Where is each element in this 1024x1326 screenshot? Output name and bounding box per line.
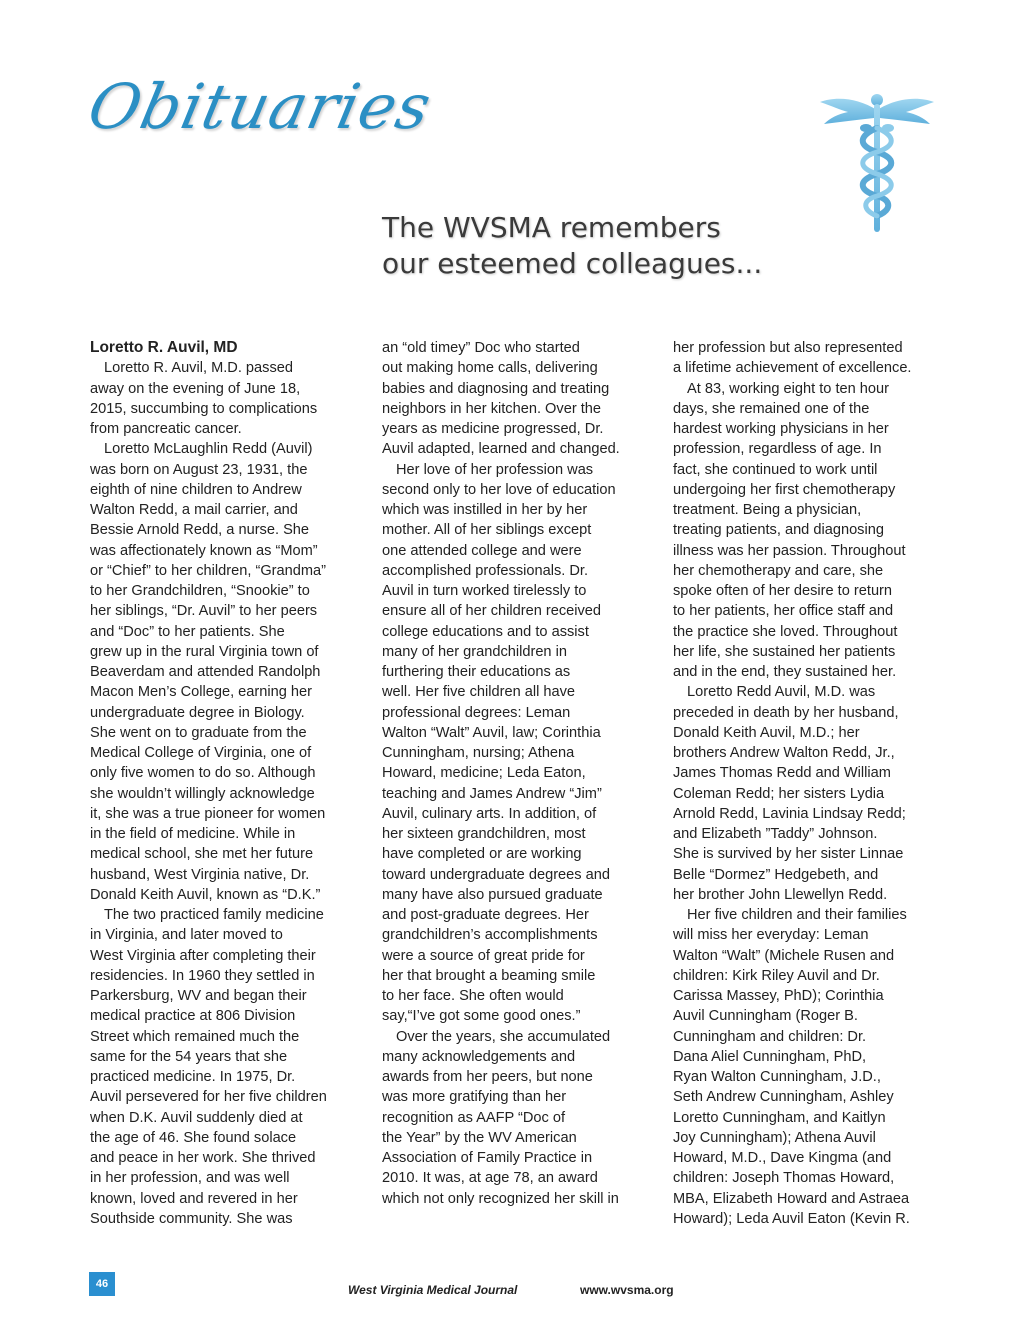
- text-line: Cunningham and children: Dr.: [673, 1028, 867, 1045]
- text-line: Joy Cunningham); Athena Auvil: [673, 1129, 876, 1146]
- text-line: 2015, succumbing to complications: [90, 400, 318, 417]
- text-line: Howard); Leda Auvil Eaton (Kevin R.: [673, 1210, 910, 1227]
- text-line: Beaverdam and attended Randolph: [90, 664, 321, 680]
- text-line: MBA, Elizabeth Howard and Astraea: [673, 1190, 910, 1207]
- text-line: eighth of nine children to Andrew: [90, 481, 302, 498]
- text-line: Medical College of Virginia, one of: [90, 745, 312, 761]
- text-line: children: Joseph Thomas Howard,: [673, 1170, 895, 1187]
- text-line: brothers Andrew Walton Redd, Jr.,: [673, 745, 895, 761]
- text-line: Seth Andrew Cunningham, Ashley: [673, 1089, 894, 1106]
- text-line: Macon Men’s College, earning her: [90, 684, 313, 701]
- text-line: At 83, working eight to ten hour: [687, 380, 890, 397]
- text-line: toward undergraduate degrees and: [382, 866, 610, 883]
- text-line: Ryan Walton Cunningham, J.D.,: [673, 1069, 881, 1085]
- text-line: an “old timey” Doc who started: [382, 340, 580, 356]
- text-line: Carissa Massey, PhD); Corinthia: [673, 988, 884, 1004]
- text-line: babies and diagnosing and treating: [382, 380, 610, 397]
- text-line: mother. All of her siblings except: [382, 522, 592, 539]
- text-line: Dana Aliel Cunningham, PhD,: [673, 1048, 867, 1065]
- text-line: many have also pursued graduate: [382, 886, 603, 903]
- text-line: hardest working physicians in her: [673, 421, 889, 437]
- text-line: or “Chief” to her children, “Grandma”: [90, 562, 327, 579]
- text-line: out making home calls, delivering: [382, 360, 598, 377]
- text-line: profession, regardless of age. In: [673, 441, 882, 458]
- text-line: fact, she continued to work until: [673, 461, 878, 478]
- text-line: and peace in her work. She thrived: [90, 1150, 316, 1166]
- text-line: grew up in the rural Virginia town of: [90, 643, 319, 660]
- text-line: undergoing her first chemotherapy: [673, 481, 896, 498]
- text-line: was affectionately known as “Mom”: [90, 542, 318, 559]
- text-line: college educations and to assist: [382, 623, 589, 640]
- text-line: Bessie Arnold Redd, a nurse. She: [90, 522, 310, 539]
- text-line: Belle “Dormez” Hedgebeth, and: [673, 866, 879, 883]
- text-line: Walton “Walt” (Michele Rusen and: [673, 947, 895, 964]
- text-line: Donald Keith Auvil, known as “D.K.”: [90, 886, 321, 903]
- text-line: Southside community. She was: [90, 1210, 293, 1227]
- text-line: treating patients, and diagnosing: [673, 522, 884, 539]
- text-line: away on the evening of June 18,: [90, 380, 301, 397]
- text-line: one attended college and were: [382, 542, 582, 559]
- text-line: Her five children and their families: [687, 907, 907, 923]
- text-line: illness was her passion. Throughout: [673, 542, 906, 559]
- article-column-3: [673, 338, 938, 1229]
- text-line: Loretto Cunningham, and Kaitlyn: [673, 1109, 886, 1126]
- text-line: from pancreatic cancer.: [90, 421, 242, 437]
- text-line: residencies. In 1960 they settled in: [90, 967, 315, 984]
- text-line: she wouldn’t willingly acknowledge: [90, 785, 315, 802]
- text-line: second only to her love of education: [382, 481, 616, 498]
- text-line: awards from her peers, but none: [382, 1069, 593, 1085]
- text-line: neighbors in her kitchen. Over the: [382, 400, 602, 417]
- text-line: was born on August 23, 1931, the: [90, 461, 308, 478]
- text-line: many acknowledgements and: [382, 1048, 576, 1065]
- text-line: accomplished professionals. Dr.: [382, 562, 589, 579]
- text-line: to her patients, her office staff and: [673, 603, 894, 620]
- text-line: Over the years, she accumulated: [396, 1028, 611, 1045]
- text-line: her brother John Llewellyn Redd.: [673, 886, 888, 903]
- masthead-title: Obituaries: [82, 70, 438, 143]
- text-line: Parkersburg, WV and began their: [90, 988, 307, 1004]
- text-line: Donald Keith Auvil, M.D.; her: [673, 724, 860, 741]
- footer-website: www.wvsma.org: [580, 1283, 674, 1297]
- text-line: Loretto Redd Auvil, M.D. was: [687, 684, 876, 701]
- text-line: which was instilled in her by her: [382, 502, 588, 518]
- text-line: Walton “Walt” Auvil, law; Corinthia: [382, 724, 601, 741]
- text-line: Loretto McLaughlin Redd (Auvil): [104, 441, 313, 458]
- text-line: years as medicine progressed, Dr.: [382, 421, 604, 437]
- text-line: her siblings, “Dr. Auvil” to her peers: [90, 603, 318, 620]
- text-line: and post-graduate degrees. Her: [382, 907, 589, 923]
- text-line: Auvil adapted, learned and changed.: [382, 441, 620, 458]
- text-line: Street which remained much the: [90, 1028, 300, 1045]
- text-line: her chemotherapy and care, she: [673, 562, 884, 579]
- text-line: Coleman Redd; her sisters Lydia: [673, 785, 885, 802]
- text-line: 2010. It was, at age 78, an award: [382, 1170, 598, 1187]
- text-line: the practice she loved. Throughout: [673, 623, 898, 640]
- text-line: a lifetime achievement of excellence.: [673, 360, 912, 377]
- text-line: when D.K. Auvil suddenly died at: [90, 1109, 303, 1126]
- text-line: grandchildren’s accomplishments: [382, 927, 598, 944]
- text-line: known, loved and revered in her: [90, 1190, 298, 1207]
- article-column-1: [90, 338, 355, 1229]
- text-line: treatment. Being a physician,: [673, 502, 862, 518]
- text-line: teaching and James Andrew “Jim”: [382, 785, 602, 802]
- text-line: same for the 54 years that she: [90, 1048, 288, 1065]
- text-line: recognition as AAFP “Doc of: [382, 1109, 566, 1126]
- text-line: to her face. She often would: [382, 988, 564, 1004]
- text-line: have completed or are working: [382, 846, 582, 863]
- text-line: her profession but also represented: [673, 340, 903, 356]
- text-line: medical practice at 806 Division: [90, 1008, 296, 1025]
- text-line: James Thomas Redd and William: [673, 765, 891, 782]
- text-line: will miss her everyday: Leman: [673, 927, 869, 944]
- text-line: practiced medicine. In 1975, Dr.: [90, 1069, 296, 1085]
- text-line: Auvil persevered for her five children: [90, 1089, 327, 1106]
- text-line: Cunningham, nursing; Athena: [382, 745, 575, 761]
- text-line: her sixteen grandchildren, most: [382, 826, 586, 842]
- text-line: medical school, she met her future: [90, 846, 314, 863]
- text-line: spoke often of her desire to return: [673, 583, 893, 599]
- page-subtitle: [382, 210, 822, 282]
- text-line: well. Her five children all have: [382, 684, 576, 701]
- text-line: many of her grandchildren in: [382, 643, 567, 660]
- text-line: say,“I’ve got some good ones.”: [382, 1008, 581, 1025]
- text-line: in the field of medicine. While in: [90, 826, 296, 842]
- text-line: West Virginia after completing their: [90, 947, 316, 964]
- text-line: days, she remained one of the: [673, 400, 870, 417]
- text-line: children: Kirk Riley Auvil and Dr.: [673, 967, 880, 984]
- text-line: She went on to graduate from the: [90, 724, 307, 741]
- article-column-2: [382, 338, 647, 1209]
- text-line: in her profession, and was well: [90, 1170, 290, 1187]
- article-heading: Loretto R. Auvil, MD: [90, 339, 238, 356]
- footer-journal-name: West Virginia Medical Journal: [348, 1283, 518, 1297]
- text-line: furthering their educations as: [382, 664, 571, 680]
- page-number-badge: 46: [89, 1272, 115, 1296]
- text-line: ensure all of her children received: [382, 603, 602, 620]
- subtitle-line: our esteemed colleagues...: [382, 247, 763, 280]
- text-line: was more gratifying than her: [382, 1089, 567, 1106]
- text-line: and in the end, they sustained her.: [673, 664, 897, 680]
- text-line: Howard, medicine; Leda Eaton,: [382, 765, 586, 782]
- text-line: in Virginia, and later moved to: [90, 927, 283, 944]
- text-line: her that brought a beaming smile: [382, 967, 596, 984]
- text-line: were a source of great pride for: [382, 947, 585, 964]
- text-line: the age of 46. She found solace: [90, 1129, 297, 1146]
- text-line: her life, she sustained her patients: [673, 643, 896, 660]
- text-line: only five women to do so. Although: [90, 765, 316, 782]
- text-line: Her love of her profession was: [396, 461, 594, 478]
- text-line: Howard, M.D., Dave Kingma (and: [673, 1150, 892, 1166]
- text-line: undergraduate degree in Biology.: [90, 704, 305, 721]
- text-line: and “Doc” to her patients. She: [90, 623, 285, 640]
- text-line: Auvil, culinary arts. In addition, of: [382, 805, 597, 822]
- text-line: Auvil Cunningham (Roger B.: [673, 1008, 858, 1025]
- text-line: She is survived by her sister Linnae: [673, 846, 904, 863]
- text-line: Arnold Redd, Lavinia Lindsay Redd;: [673, 805, 906, 822]
- text-line: Loretto R. Auvil, M.D. passed: [104, 360, 293, 377]
- text-line: husband, West Virginia native, Dr.: [90, 866, 310, 883]
- text-line: it, she was a true pioneer for women: [90, 805, 326, 822]
- text-line: the Year” by the WV American: [382, 1129, 577, 1146]
- text-line: Association of Family Practice in: [382, 1150, 593, 1166]
- text-line: professional degrees: Leman: [382, 704, 571, 721]
- subtitle-line: The WVSMA remembers: [382, 211, 721, 244]
- text-line: to her Grandchildren, “Snookie” to: [90, 583, 310, 599]
- text-line: and Elizabeth ”Taddy” Johnson.: [673, 826, 878, 842]
- text-line: The two practiced family medicine: [104, 907, 324, 923]
- text-line: Walton Redd, a mail carrier, and: [90, 502, 298, 518]
- caduceus-icon: [818, 88, 936, 238]
- text-line: Auvil in turn worked tirelessly to: [382, 583, 587, 599]
- text-line: preceded in death by her husband,: [673, 704, 899, 721]
- text-line: which not only recognized her skill in: [382, 1190, 619, 1207]
